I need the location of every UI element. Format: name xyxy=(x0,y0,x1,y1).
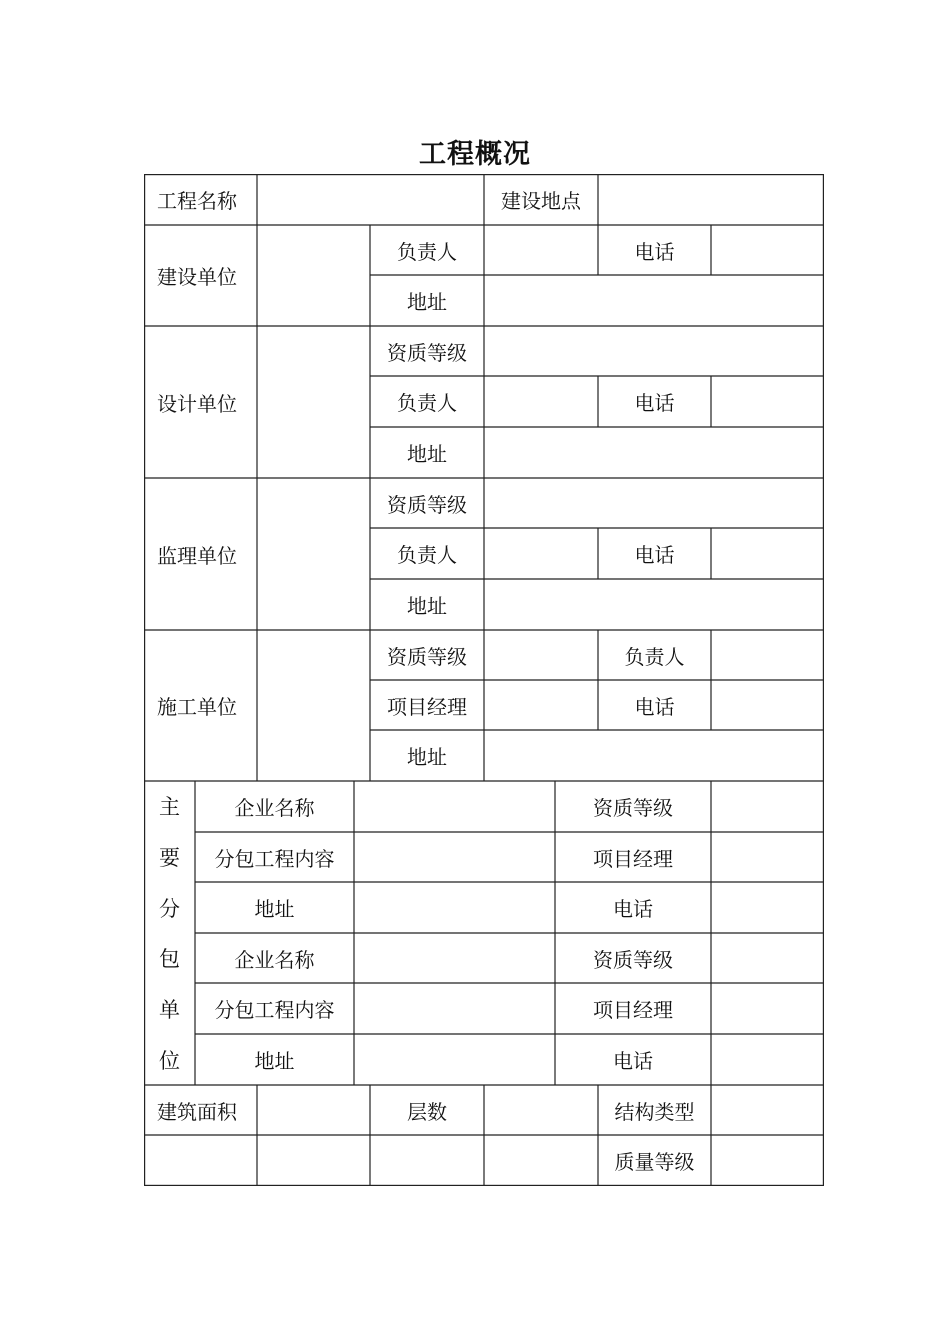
sub2-company-label: 企业名称 xyxy=(234,947,315,972)
vertical-char: 主 xyxy=(159,795,180,820)
supervision-unit-field[interactable] xyxy=(257,478,370,630)
sub1-content-label: 分包工程内容 xyxy=(214,846,335,871)
project-name-field[interactable] xyxy=(257,174,484,225)
quality-grade-label: 质量等级 xyxy=(614,1150,695,1174)
construction-qualification-field[interactable] xyxy=(484,630,598,680)
client-address-label: 地址 xyxy=(407,290,447,314)
page-title: 工程概况 xyxy=(419,139,531,170)
sub1-qualification-label: 资质等级 xyxy=(593,796,673,820)
design-qualification-field[interactable] xyxy=(484,326,824,376)
supervision-person-field[interactable] xyxy=(484,528,598,579)
supervision-qualification-field[interactable] xyxy=(484,478,824,528)
vertical-char: 包 xyxy=(159,947,180,972)
sub1-manager-label: 项目经理 xyxy=(593,846,673,871)
supervision-unit-label: 监理单位 xyxy=(157,543,237,568)
construction-qualification-label: 资质等级 xyxy=(387,644,467,669)
construction-unit-label: 施工单位 xyxy=(157,695,237,719)
supervision-qualification-label: 资质等级 xyxy=(387,492,467,517)
sub2-phone-field[interactable] xyxy=(711,1034,824,1085)
client-person-field[interactable] xyxy=(484,225,598,275)
client-phone-label: 电话 xyxy=(634,239,675,264)
sub2-qualification-field[interactable] xyxy=(711,933,824,983)
structure-type-field[interactable] xyxy=(711,1085,824,1135)
client-unit-field[interactable] xyxy=(257,225,370,326)
sub1-phone-field[interactable] xyxy=(711,882,824,933)
design-unit-label: 设计单位 xyxy=(157,391,237,416)
vertical-char: 单 xyxy=(159,997,180,1022)
sub1-manager-field[interactable] xyxy=(711,832,824,882)
blank-cell-3[interactable] xyxy=(370,1135,484,1186)
supervision-phone-label: 电话 xyxy=(634,543,675,567)
supervision-phone-field[interactable] xyxy=(711,528,824,579)
sub1-company-field[interactable] xyxy=(354,781,555,832)
building-area-label: 建筑面积 xyxy=(157,1099,237,1124)
construction-address-label: 地址 xyxy=(407,745,447,769)
sub2-manager-field[interactable] xyxy=(711,983,824,1034)
supervision-person-label: 负责人 xyxy=(397,543,457,567)
construction-manager-field[interactable] xyxy=(484,680,598,730)
project-name-label: 工程名称 xyxy=(157,189,237,213)
sub2-qualification-label: 资质等级 xyxy=(593,947,673,972)
construction-person-field[interactable] xyxy=(711,630,824,680)
design-address-field[interactable] xyxy=(484,427,824,478)
construction-phone-field[interactable] xyxy=(711,680,824,730)
blank-cell-2[interactable] xyxy=(257,1135,370,1186)
sub2-phone-label: 电话 xyxy=(613,1049,653,1073)
sub2-manager-label: 项目经理 xyxy=(593,998,673,1022)
blank-cell-4[interactable] xyxy=(484,1135,598,1186)
sub1-address-label: 地址 xyxy=(254,897,295,921)
floors-label: 层数 xyxy=(407,1099,447,1124)
design-unit-field[interactable] xyxy=(257,326,370,478)
client-person-label: 负责人 xyxy=(397,239,457,264)
sub1-qualification-field[interactable] xyxy=(711,781,824,832)
structure-type-label: 结构类型 xyxy=(614,1099,695,1124)
design-address-label: 地址 xyxy=(407,442,447,466)
project-overview-table xyxy=(144,174,824,1186)
construction-unit-field[interactable] xyxy=(257,630,370,781)
project-location-label: 建设地点 xyxy=(501,189,581,213)
sub1-phone-label: 电话 xyxy=(613,897,653,921)
construction-person-label: 负责人 xyxy=(624,644,685,669)
sub2-address-field[interactable] xyxy=(354,1034,555,1085)
design-phone-field[interactable] xyxy=(711,376,824,427)
construction-address-field[interactable] xyxy=(484,730,824,781)
design-person-field[interactable] xyxy=(484,376,598,427)
floors-field[interactable] xyxy=(484,1085,598,1135)
subcontract-vertical-label xyxy=(144,781,195,1085)
vertical-char: 分 xyxy=(159,896,180,921)
quality-grade-field[interactable] xyxy=(711,1135,824,1186)
vertical-char: 位 xyxy=(159,1048,180,1073)
sub2-content-label: 分包工程内容 xyxy=(214,998,335,1022)
construction-phone-label: 电话 xyxy=(634,694,675,719)
sub1-company-label: 企业名称 xyxy=(234,796,315,820)
project-location-field[interactable] xyxy=(598,174,824,225)
client-address-field[interactable] xyxy=(484,275,824,326)
sub2-company-field[interactable] xyxy=(354,933,555,983)
design-person-label: 负责人 xyxy=(397,391,457,415)
building-area-field[interactable] xyxy=(257,1085,370,1135)
design-phone-label: 电话 xyxy=(634,391,675,415)
supervision-address-field[interactable] xyxy=(484,579,824,630)
sub1-content-field[interactable] xyxy=(354,832,555,882)
design-qualification-label: 资质等级 xyxy=(387,340,467,365)
client-unit-label: 建设单位 xyxy=(157,265,237,289)
sub1-address-field[interactable] xyxy=(354,882,555,933)
vertical-char: 要 xyxy=(159,845,180,870)
blank-cell-1[interactable] xyxy=(144,1135,257,1186)
supervision-address-label: 地址 xyxy=(407,594,447,618)
sub2-content-field[interactable] xyxy=(354,983,555,1034)
construction-manager-label: 项目经理 xyxy=(387,694,467,719)
sub2-address-label: 地址 xyxy=(254,1049,295,1073)
client-phone-field[interactable] xyxy=(711,225,824,275)
